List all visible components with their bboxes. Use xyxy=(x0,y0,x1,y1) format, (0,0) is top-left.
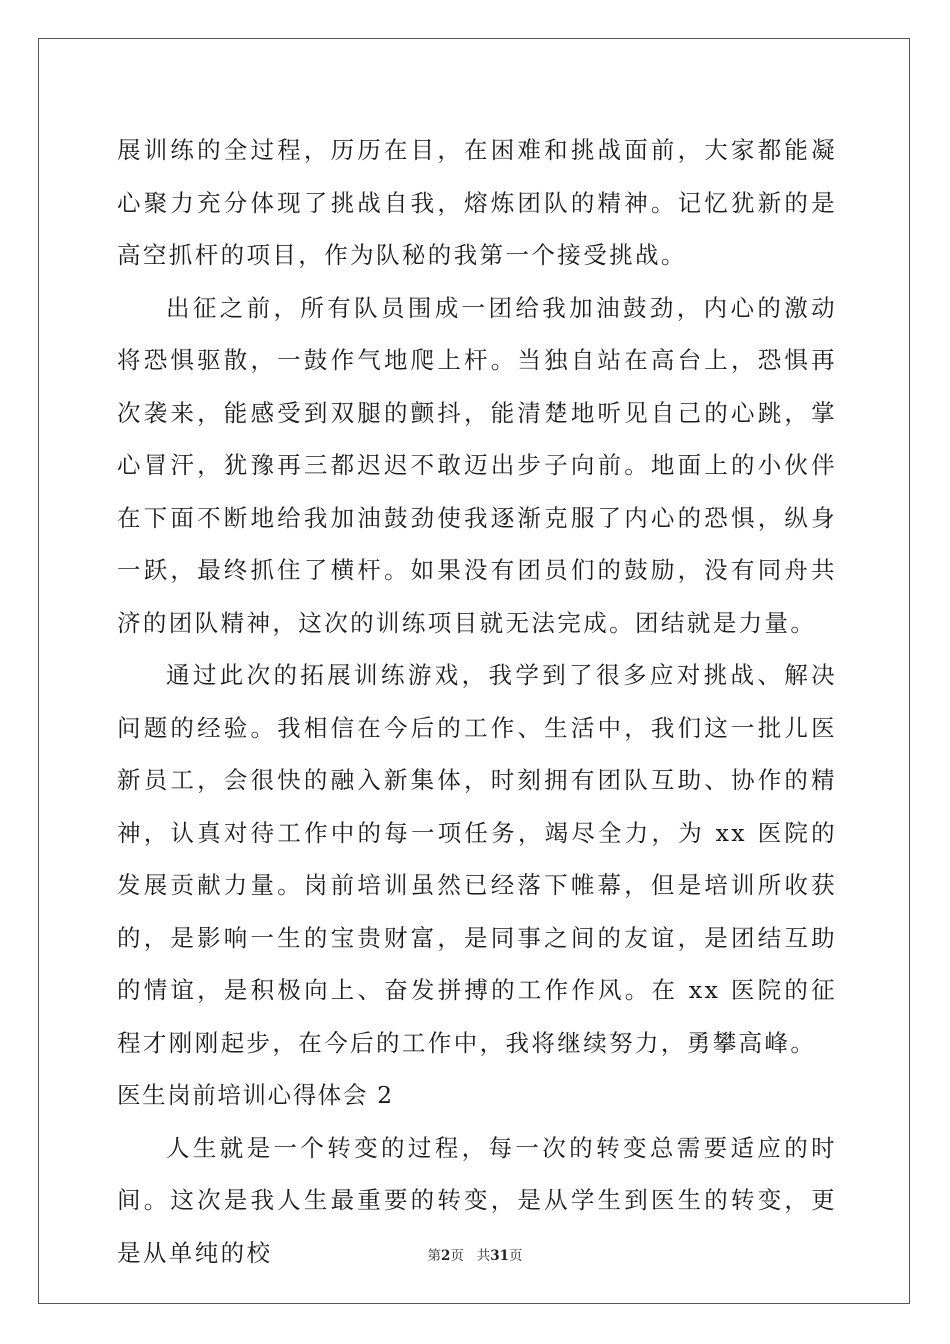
section-heading: 医生岗前培训心得体会 2 xyxy=(117,1081,394,1109)
footer-total-suffix: 页 xyxy=(509,1248,523,1264)
footer-page-suffix: 页 xyxy=(450,1248,464,1264)
paragraph-3: 通过此次的拓展训练游戏，我学到了很多应对挑战、解决问题的经验。我相信在今后的工作、生活中，我们这一批儿医新员工，会很快的融入新集体，时刻拥有团队互助、协作的精神，认真对待工作中的每一项任务，竭尽全力，为 xx 医院的发展贡献力量。岗前培训虽然已经落下帷幕，但是培训所收获的，是影响一生的宝贵财富，是同事之间的友谊，是团结互助的情谊，是积极向上、奋发拼搏的工作作风。在 xx 医院的征程才刚刚起步，在今后的工作中，我将继续努力，勇攀高峰。 xyxy=(117,661,837,1057)
paragraph-2: 出征之前，所有队员围成一团给我加油鼓劲，内心的激动将恐惧驱散，一鼓作气地爬上杆。当独自站在高台上，恐惧再次袭来，能感受到双腿的颤抖，能清楚地听见自己的心跳，掌心冒汗，犹豫再三都迟迟不敢迈出步子向前。地面上的小伙伴在下面不断地给我加油鼓劲使我逐渐克服了内心的恐惧，纵身一跃，最终抓住了横杆。如果没有团员们的鼓励，没有同舟共济的团队精神，这次的训练项目就无法完成。团结就是力量。 xyxy=(117,293,837,637)
paragraph-1: 展训练的全过程，历历在目，在困难和挑战面前，大家都能凝心聚力充分体现了挑战自我，熔炼团队的精神。记忆犹新的是高空抓杆的项目，作为队秘的我第一个接受挑战。 xyxy=(117,136,837,269)
footer-prefix: 第 xyxy=(427,1248,441,1264)
paragraph-4: 人生就是一个转变的过程，每一次的转变总需要适应的时间。这次是我人生最重要的转变，是从学生到医生的转变，更是从单纯的校 xyxy=(117,1133,837,1267)
page-footer xyxy=(0,1244,950,1264)
page-number: 2 xyxy=(440,1248,451,1264)
total-pages: 31 xyxy=(490,1248,510,1264)
footer-total-prefix: 共 xyxy=(476,1248,491,1264)
document-body xyxy=(117,124,837,1279)
